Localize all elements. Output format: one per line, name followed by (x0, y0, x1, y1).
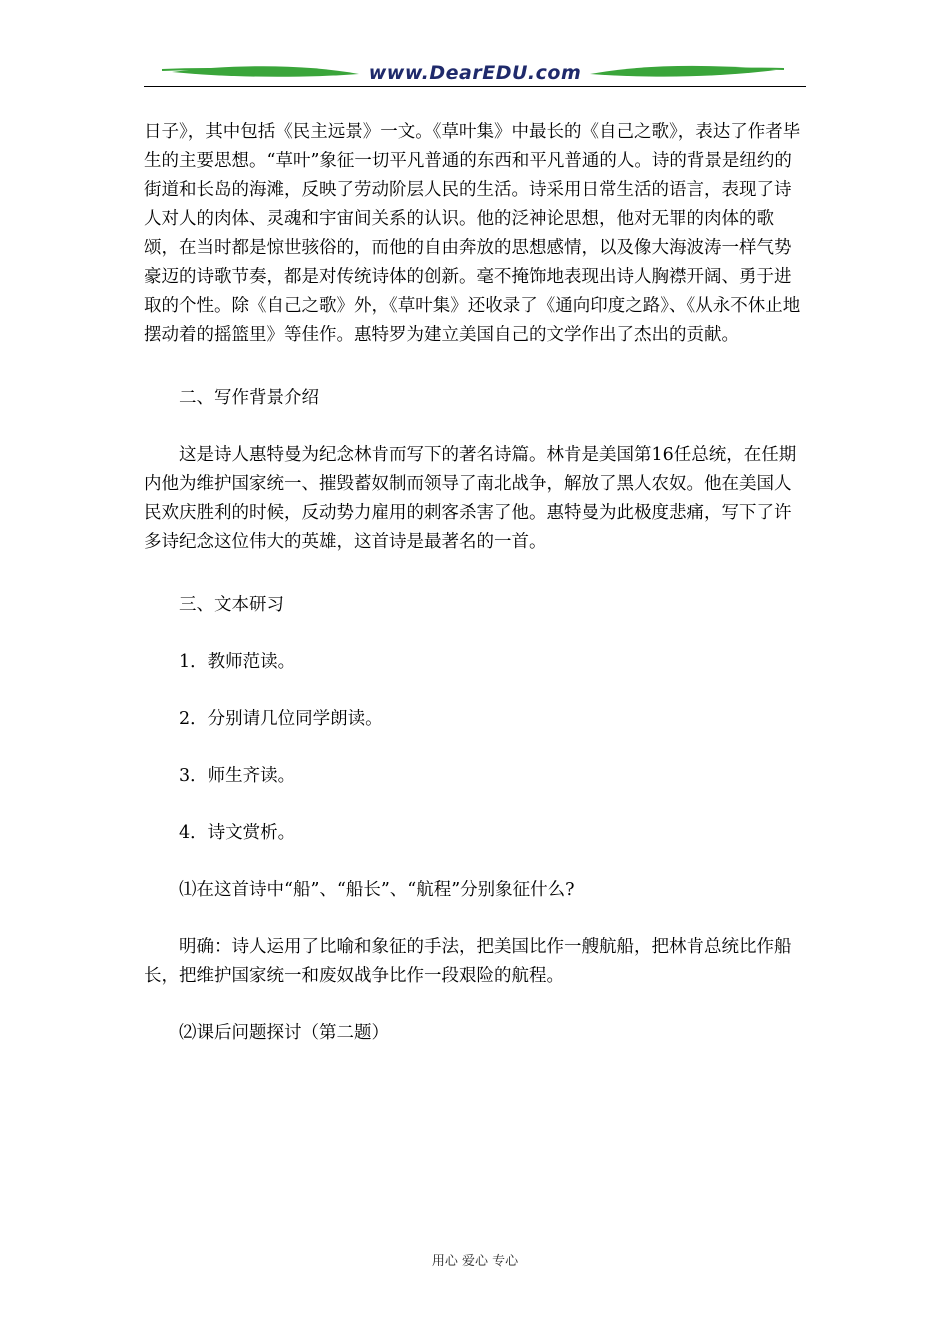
section2-paragraph: 这是诗人惠特曼为纪念林肯而写下的著名诗篇。林肯是美国第16任总统，在任期内他为维护国家统一、摧毁蓄奴制而领导了南北战争，解放了黑人农奴。他在美国人民欢庆胜利的时候，反动势力雇用的刺客杀害了他。惠特曼为此极度悲痛，写下了许多诗纪念这位伟大的英雄，这首诗是最著名的一首。 (144, 445, 797, 552)
answer-1: 明确：诗人运用了比喻和象征的手法，把美国比作一艘航船，把林肯总统比作船长，把维护国家统一和废奴战争比作一段艰险的航程。 (144, 937, 792, 986)
logo-text: www.DearEDU.com (368, 62, 582, 84)
section3-heading: 三、文本研习 (179, 595, 284, 615)
step-3: 3．师生齐读。 (179, 766, 296, 786)
step-4: 4．诗文赏析。 (179, 823, 296, 843)
step-2: 2．分别请几位同学朗读。 (179, 709, 383, 729)
question-2: ⑵课后问题探讨（第二题） (179, 1023, 389, 1043)
section2-heading: 二、写作背景介绍 (179, 388, 319, 408)
question-1: ⑴在这首诗中“船”、“船长”、“航程”分别象征什么? (179, 880, 575, 900)
page-footer: 用心 爱心 专心 (431, 1254, 519, 1269)
document-body (144, 118, 806, 1048)
intro-paragraph: 日子》，其中包括《民主远景》一文。《草叶集》中最长的《自己之歌》，表达了作者毕生的主要思想。“草叶”象征一切平凡普通的东西和平凡普通的人。诗的背景是纽约的街道和长岛的海滩，反映了劳动阶层人民的生活。诗采用日常生活的语言，表现了诗人对人的肉体、灵魂和宇宙间关系的认识。他的泛神论思想，他对无罪的肉体的歌颂，在当时都是惊世骇俗的，而他的自由奔放的思想感情，以及像大海波涛一样气势豪迈的诗歌节奏，都是对传统诗体的创新。毫不掩饰地表现出诗人胸襟开阔、勇于进取的个性。除《自己之歌》外，《草叶集》还收录了《通向印度之路》、《从永不休止地摆动着的摇篮里》等佳作。惠特罗为建立美国自己的文学作出了杰出的贡献。 (144, 122, 801, 345)
header-divider (144, 86, 806, 87)
step-1: 1．教师范读。 (179, 652, 296, 672)
